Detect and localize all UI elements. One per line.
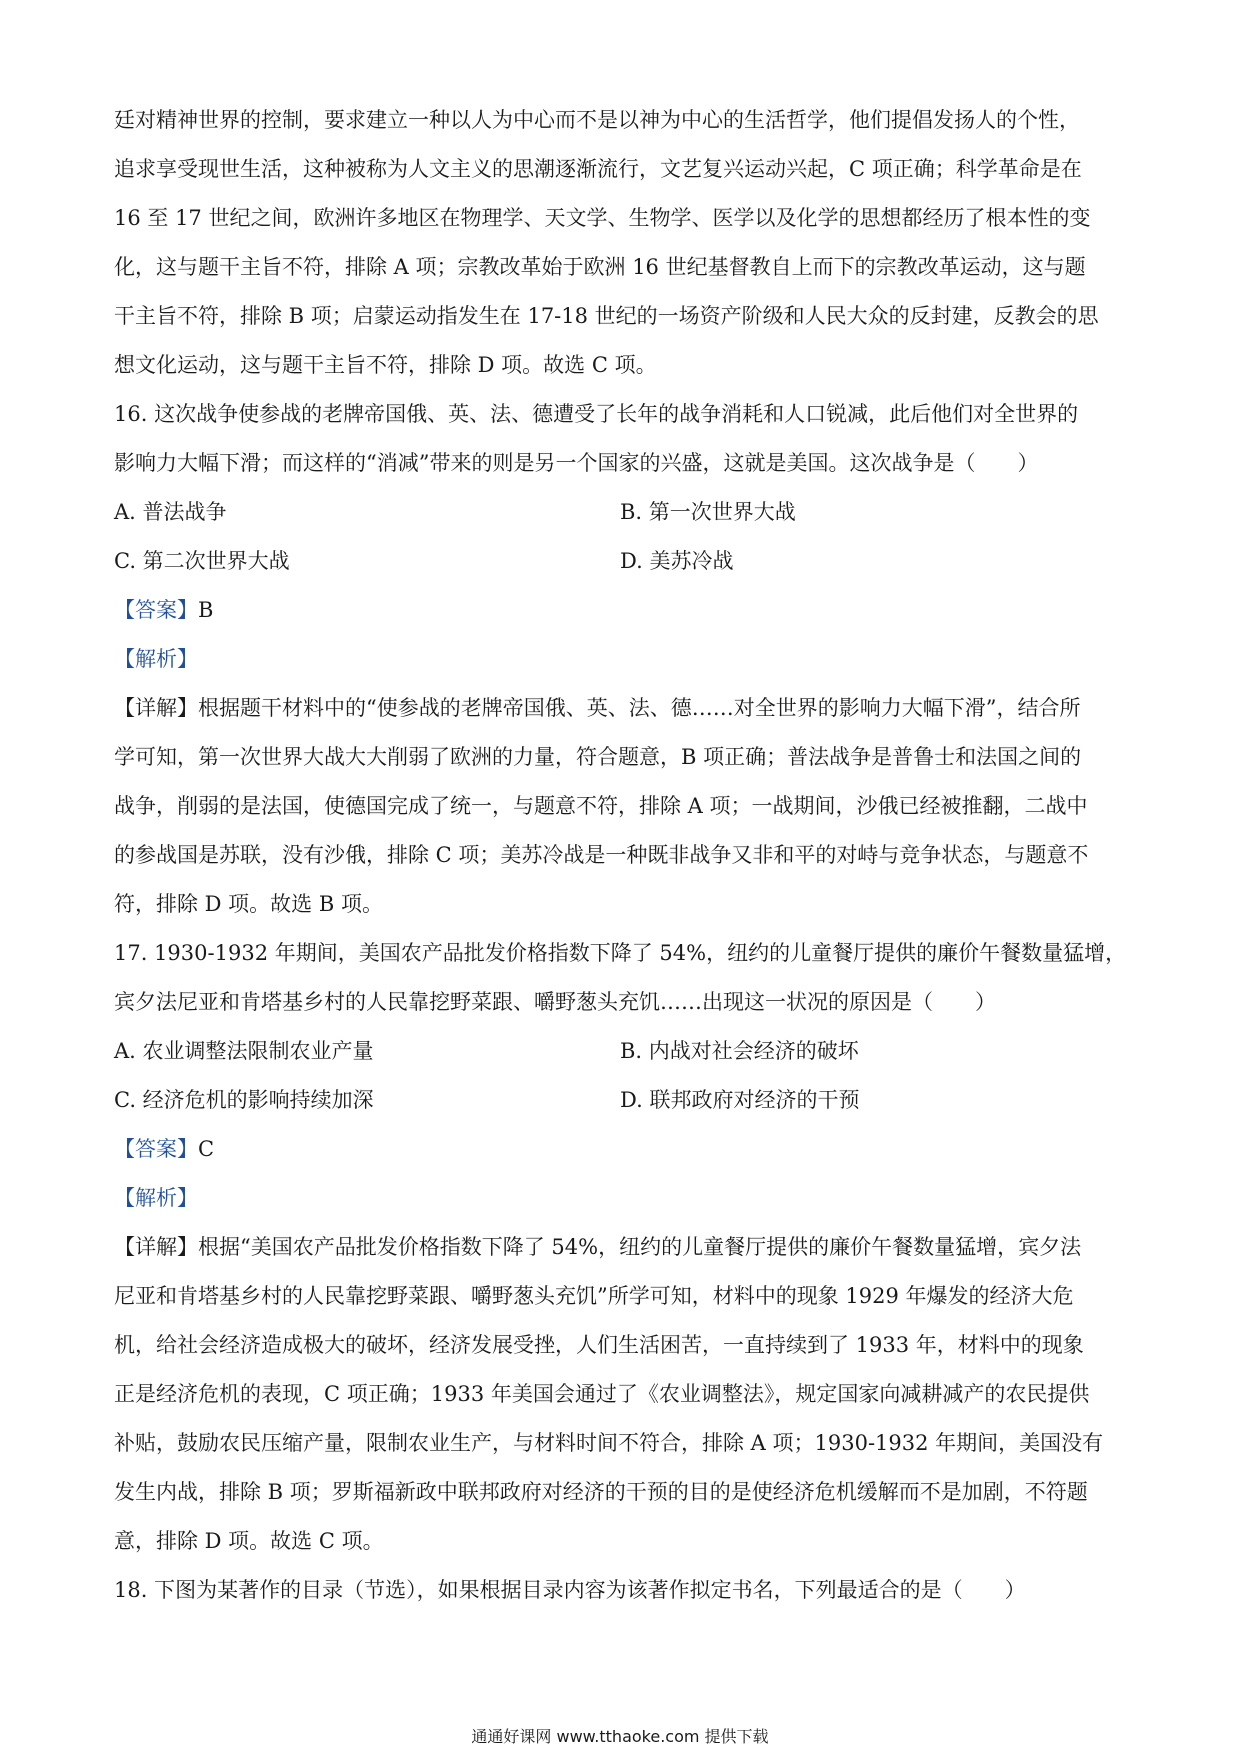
document-page [114, 96, 1126, 1615]
option-a: A. 农业调整法限制农业产量 [114, 1039, 374, 1063]
options-row [114, 1076, 1126, 1125]
option-b: B. 第一次世界大战 [620, 500, 796, 524]
options-row [114, 488, 1126, 537]
detail-line: 补贴，鼓励农民压缩产量，限制农业生产，与材料时间不符合，排除 A 项；1930-1932 年期间，美国没有 [114, 1431, 1104, 1455]
analysis-label: 【解析】 [114, 647, 198, 671]
detail-line: 发生内战，排除 B 项；罗斯福新政中联邦政府对经济的干预的目的是使经济危机缓解而不是加剧，不符题 [114, 1480, 1088, 1504]
detail-line [114, 684, 1126, 733]
answer-value: C [198, 1137, 215, 1161]
detail-line: 的参战国是苏联，没有沙俄，排除 C 项；美苏冷战是一种既非战争又非和平的对峙与竞争状态，与题意不 [114, 843, 1089, 867]
text-line: 干主旨不符，排除 B 项；启蒙运动指发生在 17-18 世纪的一场资产阶级和人民大众的反封建，反教会的思 [114, 304, 1099, 328]
question-stem-line: 18. 下图为某著作的目录（节选），如果根据目录内容为该著作拟定书名，下列最适合的是（ ） [114, 1578, 1026, 1602]
answer-label: 【答案】 [114, 598, 198, 622]
detail-line: 意，排除 D 项。故选 C 项。 [114, 1529, 384, 1553]
question-stem-line: 17. 1930-1932 年期间，美国农产品批发价格指数下降了 54%，纽约的儿童餐厅提供的廉价午餐数量猛增， [114, 941, 1126, 965]
answer-label: 【答案】 [114, 1137, 198, 1161]
detail-line: 尼亚和肯塔基乡村的人民靠挖野菜跟、嚼野葱头充饥”所学可知，材料中的现象 1929 年爆发的经济大危 [114, 1284, 1074, 1308]
detail-line: 正是经济危机的表现，C 项正确；1933 年美国会通过了《农业调整法》，规定国家向减耕减产的农民提供 [114, 1382, 1090, 1406]
option-d: D. 联邦政府对经济的干预 [620, 1088, 860, 1112]
detail-line [114, 1223, 1126, 1272]
question-16 [114, 390, 1126, 929]
text-line: 廷对精神世界的控制，要求建立一种以人为中心而不是以神为中心的生活哲学，他们提倡发扬人的个性， [114, 108, 1080, 132]
option-c: C. 第二次世界大战 [114, 549, 290, 573]
detail-text: 根据题干材料中的“使参战的老牌帝国俄、英、法、德……对全世界的影响力大幅下滑”，结合所 [198, 696, 1081, 720]
options-row [114, 1027, 1126, 1076]
detail-line: 学可知，第一次世界大战大大削弱了欧洲的力量，符合题意，B 项正确；普法战争是普鲁士和法国之间的 [114, 745, 1082, 769]
detail-text: 根据“美国农产品批发价格指数下降了 54%，纽约的儿童餐厅提供的廉价午餐数量猛增，宾夕法 [198, 1235, 1082, 1259]
option-c: C. 经济危机的影响持续加深 [114, 1088, 374, 1112]
page-footer: 通通好课网 www.tthaoke.com 提供下载 [471, 1727, 769, 1746]
text-line: 追求享受现世生活，这种被称为人文主义的思潮逐渐流行，文艺复兴运动兴起，C 项正确；科学革命是在 [114, 157, 1082, 181]
text-line: 16 至 17 世纪之间，欧洲许多地区在物理学、天文学、生物学、医学以及化学的思想都经历了根本性的变 [114, 206, 1091, 230]
analysis-line [114, 1174, 1126, 1223]
analysis-label: 【解析】 [114, 1186, 198, 1210]
question-stem-line: 宾夕法尼亚和肯塔基乡村的人民靠挖野菜跟、嚼野葱头充饥……出现这一状况的原因是（ ） [114, 990, 996, 1014]
detail-line: 符，排除 D 项。故选 B 项。 [114, 892, 383, 916]
detail-line: 战争，削弱的是法国，使德国完成了统一，与题意不符，排除 A 项；一战期间，沙俄已经被推翻，二战中 [114, 794, 1088, 818]
analysis-line [114, 635, 1126, 684]
detail-label: 【详解】 [114, 696, 198, 720]
option-a: A. 普法战争 [114, 500, 227, 524]
detail-line: 机，给社会经济造成极大的破坏，经济发展受挫，人们生活困苦，一直持续到了 1933 年，材料中的现象 [114, 1333, 1084, 1357]
answer-value: B [198, 598, 214, 622]
text-line: 化，这与题干主旨不符，排除 A 项；宗教改革始于欧洲 16 世纪基督教自上而下的宗教改革运动，这与题 [114, 255, 1086, 279]
option-b: B. 内战对社会经济的破坏 [620, 1039, 859, 1063]
answer-line [114, 586, 1126, 635]
intro-paragraph [114, 96, 1126, 390]
options-row [114, 537, 1126, 586]
detail-label: 【详解】 [114, 1235, 198, 1259]
question-stem-line: 16. 这次战争使参战的老牌帝国俄、英、法、德遭受了长年的战争消耗和人口锐减，此后他们对全世界的 [114, 402, 1079, 426]
question-stem-line: 影响力大幅下滑；而这样的“消减”带来的则是另一个国家的兴盛，这就是美国。这次战争是（ ） [114, 451, 1039, 475]
answer-line [114, 1125, 1126, 1174]
text-line: 想文化运动，这与题干主旨不符，排除 D 项。故选 C 项。 [114, 353, 657, 377]
question-18 [114, 1566, 1126, 1615]
option-d: D. 美苏冷战 [620, 549, 734, 573]
question-17 [114, 929, 1126, 1566]
